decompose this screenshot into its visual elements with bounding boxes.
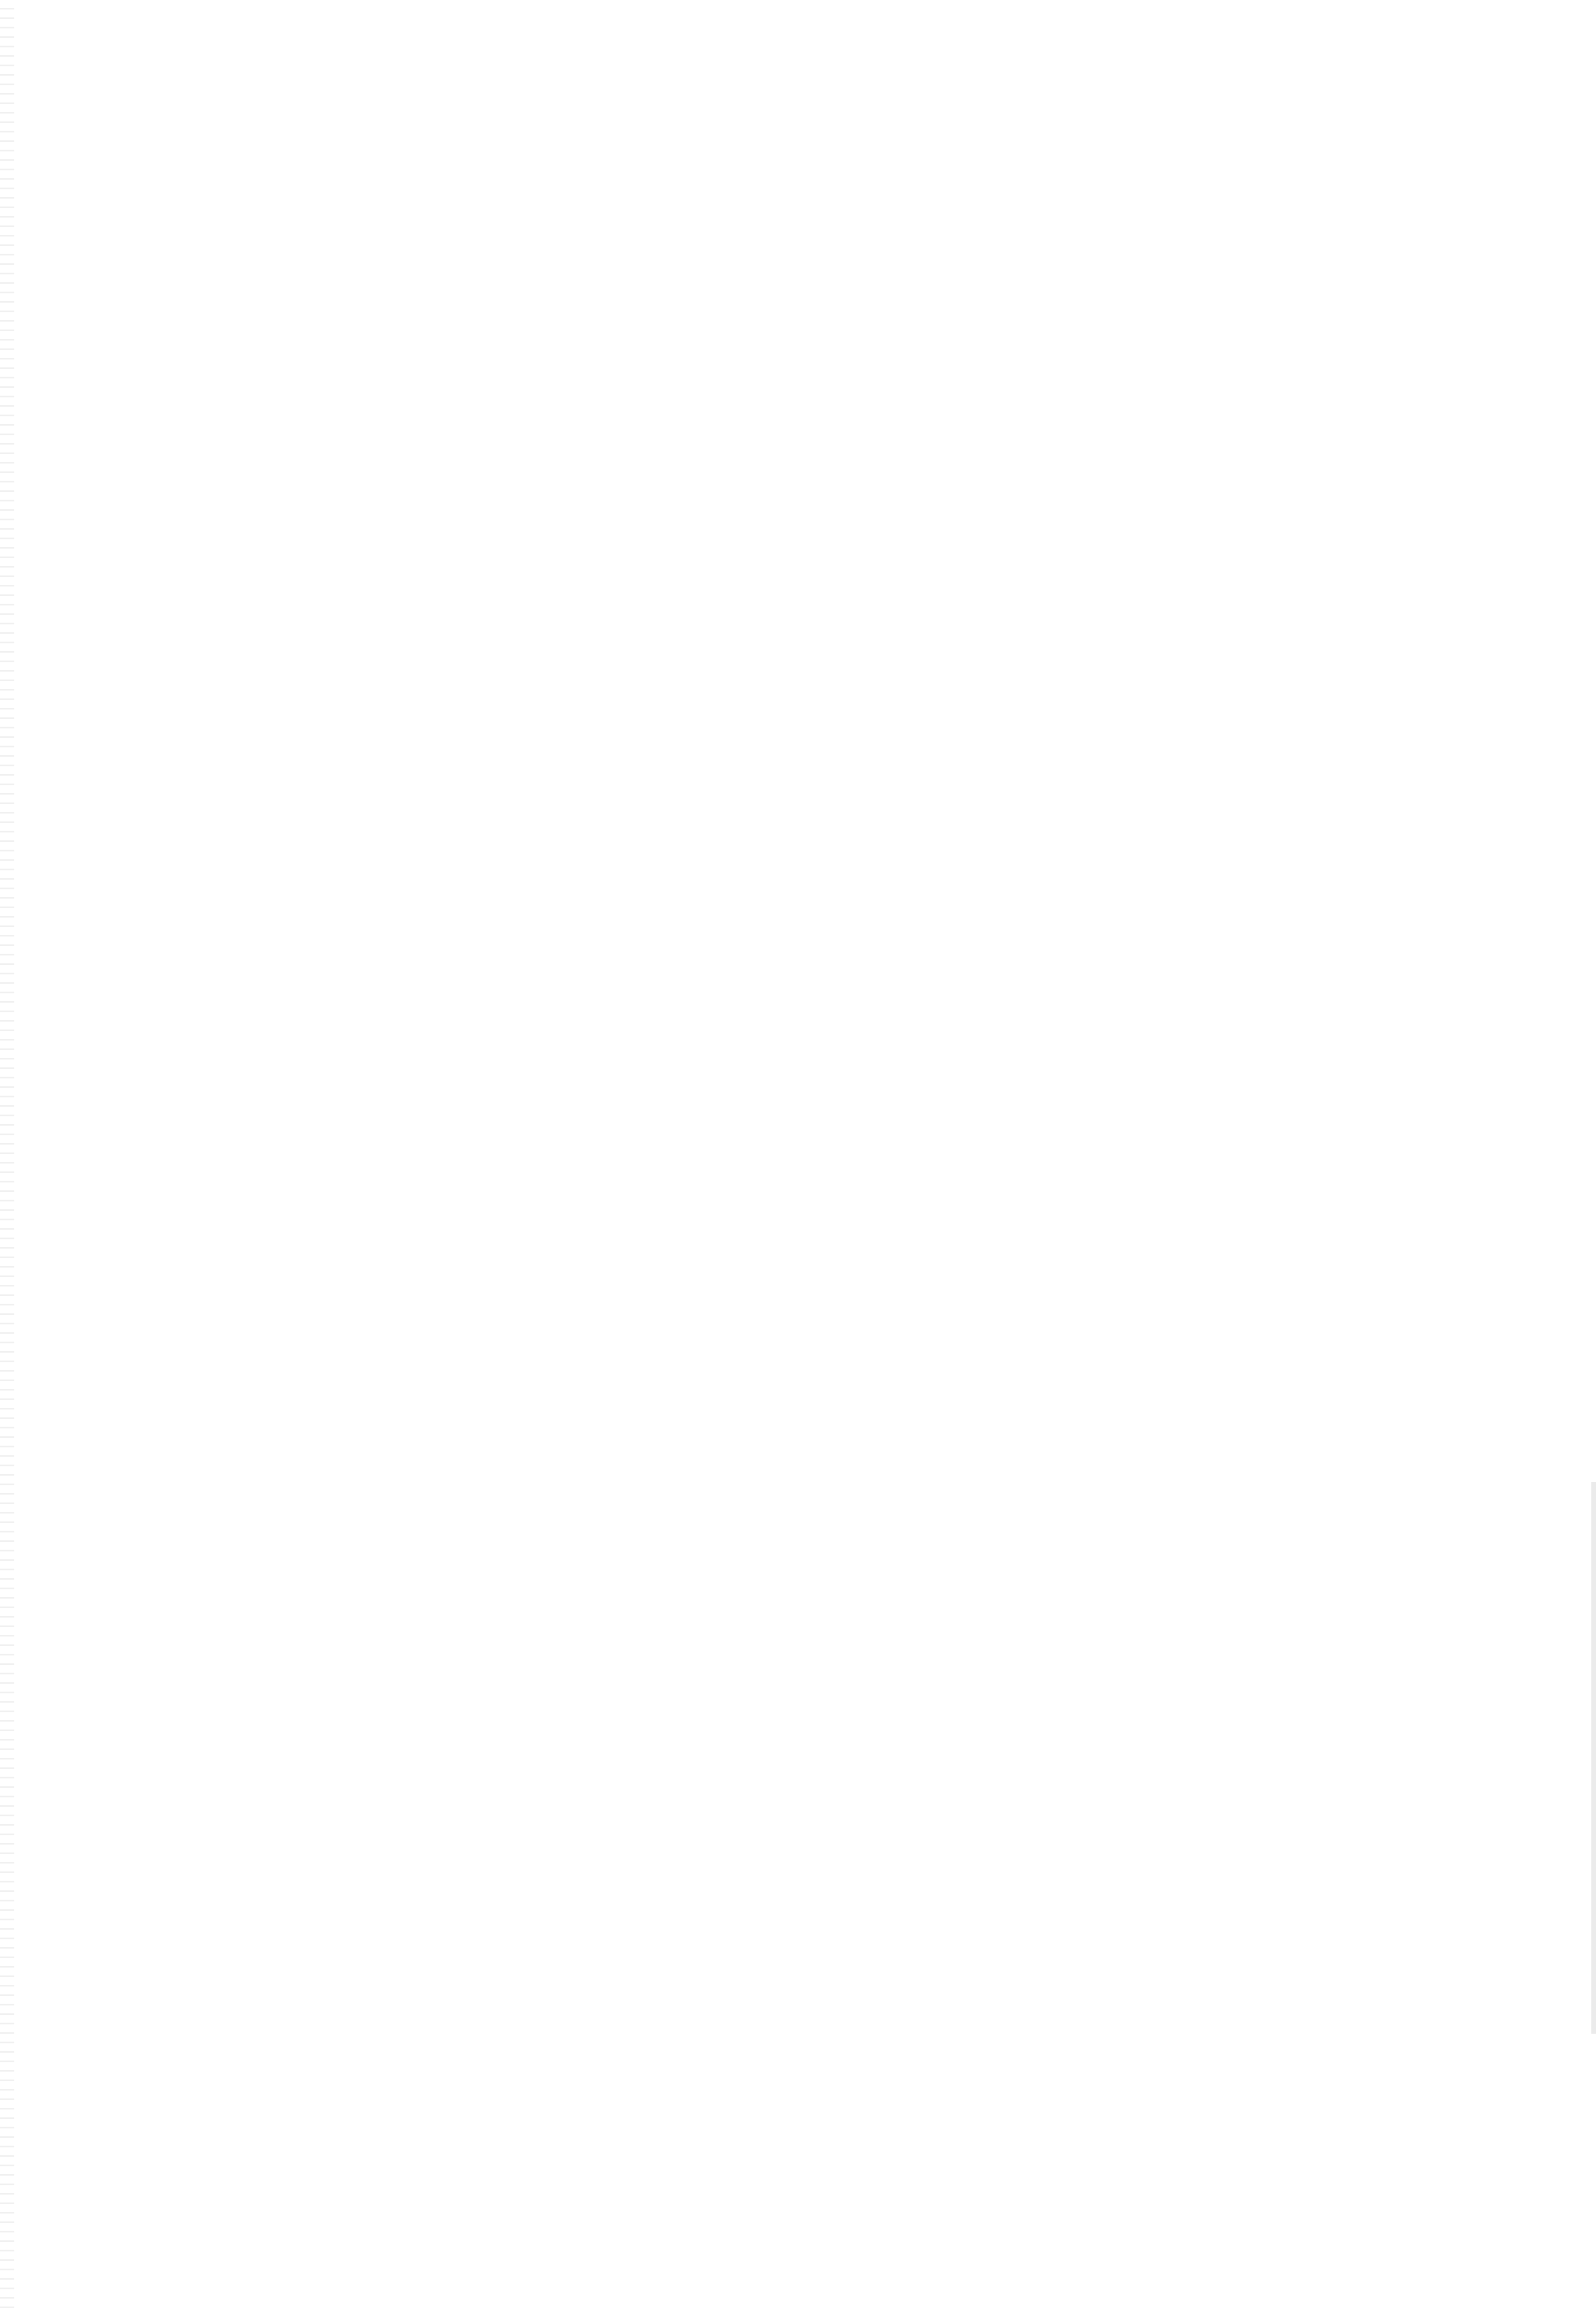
- page-scan-edge: [0, 0, 14, 2316]
- page-scan-edge-right: [1591, 1482, 1596, 2034]
- questionnaire-page: [132, 110, 1417, 150]
